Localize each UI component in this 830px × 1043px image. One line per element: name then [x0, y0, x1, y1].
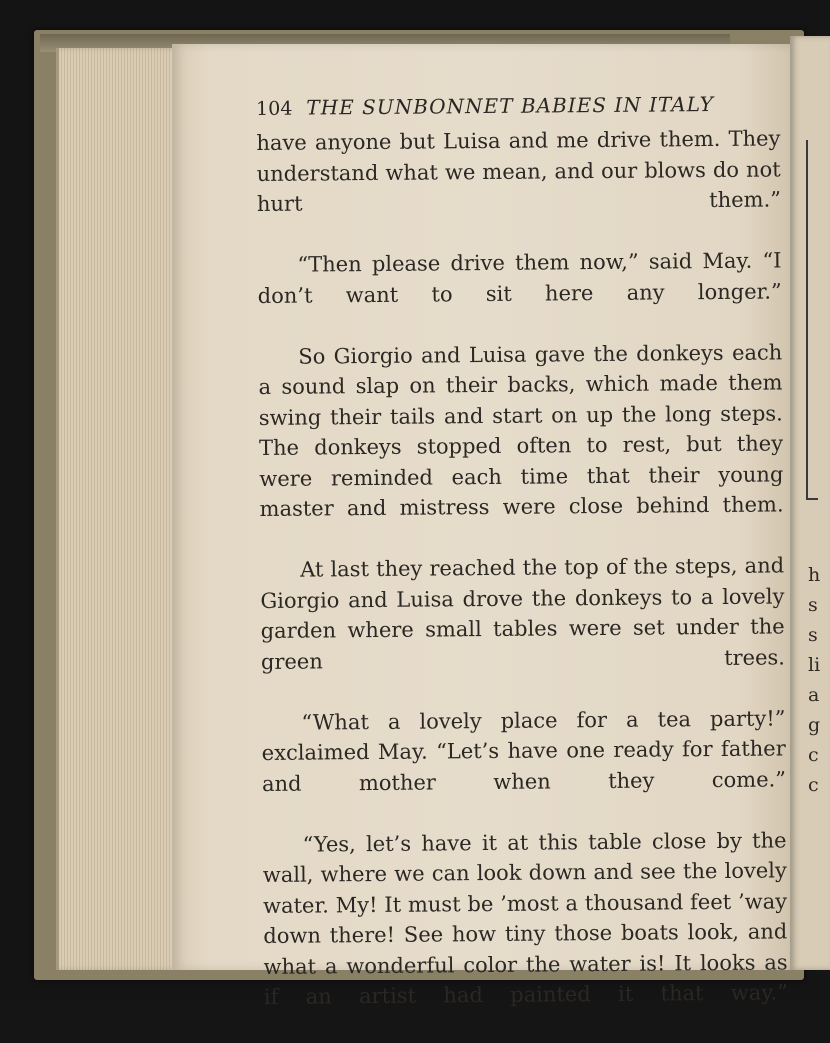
- running-title: THE SUNBONNET BABIES IN ITALY: [306, 92, 714, 120]
- facing-page-text: [808, 560, 820, 800]
- page-edges: [56, 48, 187, 970]
- body-text: [256, 123, 788, 1043]
- paragraph: “Then please drive them now,” said May. “I don’t want to sit here any longer.”: [257, 248, 782, 308]
- facing-illustration-border: [806, 140, 808, 500]
- paragraph: have anyone but Luisa and me drive them. They understand what we mean, and our blows do not hurt them.”: [256, 126, 782, 216]
- paragraph: So Giorgio and Luisa gave the donkeys each a sound slap on their backs, which made them swing their tails and start on up the long steps. The donkeys stopped often to rest, but they were reminded each time that their young master and mistress were close behind them.: [258, 339, 784, 521]
- facing-glyph: s: [808, 624, 818, 646]
- paragraph: “Yes, let’s have it at this table close by the wall, where we can look down and see the lovely water. My! It must be ’most a thousand feet ’way down there! See how tiny those boats look, and what a wonderful color the water is! It looks as if an artist had painted it that way.”: [262, 827, 788, 1009]
- facing-glyph: h: [808, 564, 821, 586]
- page-content: [256, 91, 804, 1043]
- paragraph: “What a lovely place for a tea party!” exclaimed May. “Let’s have one ready for father and mother when they come.”: [261, 705, 787, 796]
- paragraph: At last they reached the top of the steps, and Giorgio and Luisa drove the donkeys to a lovely garden where small tables were set under the green trees.: [260, 553, 786, 674]
- facing-glyph: c: [808, 744, 819, 766]
- page-header: [256, 91, 796, 120]
- facing-glyph: a: [808, 684, 820, 706]
- facing-illustration-border-bottom: [806, 498, 818, 500]
- facing-glyph: li: [808, 654, 821, 676]
- facing-glyph: c: [808, 774, 819, 796]
- page-number: 104: [256, 97, 293, 120]
- facing-glyph: g: [808, 714, 821, 736]
- facing-glyph: s: [808, 594, 818, 616]
